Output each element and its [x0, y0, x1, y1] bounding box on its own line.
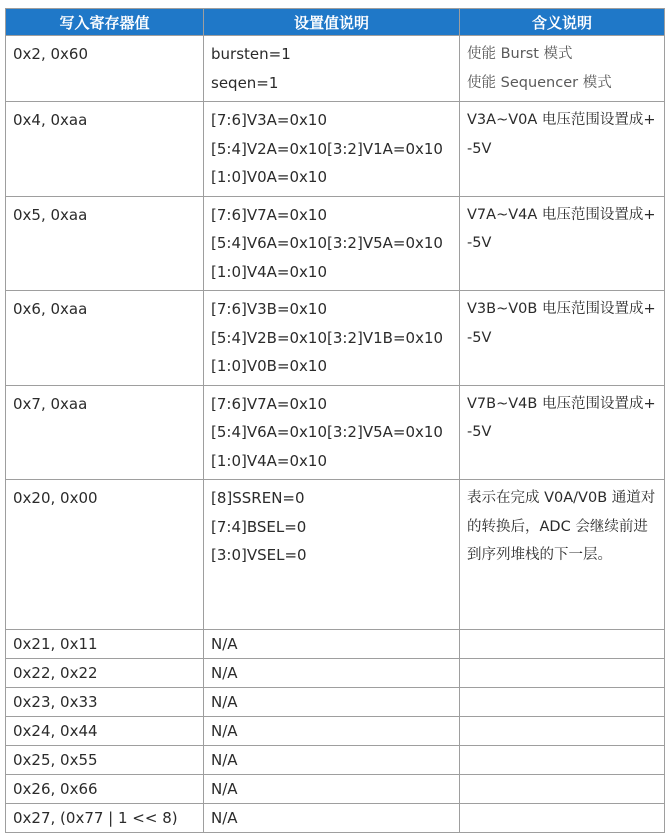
- register-value-cell: 0x22, 0x22: [6, 659, 204, 688]
- setting-description-cell: [204, 688, 460, 717]
- meaning-description-cell: [460, 385, 665, 480]
- register-value-cell: 0x20, 0x00: [6, 480, 204, 630]
- setting-line: N/A: [211, 635, 238, 653]
- setting-description-cell: [204, 36, 460, 102]
- meaning-description-cell: [460, 630, 665, 659]
- meaning-description-cell: [460, 775, 665, 804]
- meaning-line: V7B~V4B 电压范围设置成+-5V: [467, 395, 656, 440]
- meaning-description-cell: [460, 688, 665, 717]
- register-value-cell: 0x26, 0x66: [6, 775, 204, 804]
- register-value-cell: 0x5, 0xaa: [6, 196, 204, 291]
- setting-line: [1:0]V0A=0x10: [211, 168, 327, 186]
- table-row: [6, 688, 665, 717]
- table-row: [6, 630, 665, 659]
- meaning-description-cell: [460, 717, 665, 746]
- meaning-line: 表示在完成 V0A/V0B 通道对的转换后，ADC 会继续前进到序列堆栈的下一层。: [467, 490, 656, 563]
- setting-line: [5:4]V2A=0x10[3:2]V1A=0x10: [211, 139, 443, 158]
- table-row: [6, 804, 665, 833]
- meaning-description-cell: [460, 659, 665, 688]
- setting-line: [7:6]V3A=0x10: [211, 111, 327, 129]
- setting-line: [7:6]V7A=0x10: [211, 394, 327, 413]
- setting-line: [1:0]V4A=0x10: [211, 262, 327, 281]
- setting-description-cell: [204, 480, 460, 630]
- setting-line: N/A: [211, 809, 238, 827]
- setting-line: [5:4]V2B=0x10[3:2]V1B=0x10: [211, 328, 444, 347]
- register-value-cell: 0x24, 0x44: [6, 717, 204, 746]
- setting-description-cell: [204, 196, 460, 291]
- table-row: [6, 480, 665, 630]
- register-value-cell: 0x6, 0xaa: [6, 291, 204, 386]
- setting-line: N/A: [211, 751, 238, 769]
- table-body: [6, 36, 665, 833]
- setting-line: [7:4]BSEL=0: [211, 517, 307, 536]
- meaning-description-cell: [460, 804, 665, 833]
- setting-line: [5:4]V6A=0x10[3:2]V5A=0x10: [211, 234, 443, 252]
- meaning-description-cell: [460, 102, 665, 197]
- header-meaning-description: 含义说明: [460, 9, 665, 36]
- meaning-line: 使能 Sequencer 模式: [467, 74, 612, 91]
- header-register-value: 写入寄存器值: [6, 9, 204, 36]
- header-setting-description: 设置值说明: [204, 9, 460, 36]
- register-table-container: [5, 8, 664, 833]
- table-header-row: [6, 9, 665, 36]
- register-value-cell: 0x25, 0x55: [6, 746, 204, 775]
- setting-line: [8]SSREN=0: [211, 489, 305, 507]
- register-value-cell: 0x2, 0x60: [6, 36, 204, 102]
- table-row: [6, 36, 665, 102]
- setting-description-cell: [204, 102, 460, 197]
- setting-line: N/A: [211, 693, 238, 711]
- table-row: [6, 659, 665, 688]
- setting-description-cell: [204, 659, 460, 688]
- meaning-description-cell: [460, 480, 665, 630]
- setting-line: N/A: [211, 780, 238, 798]
- meaning-line: V3B~V0B 电压范围设置成+-5V: [467, 301, 656, 346]
- setting-description-cell: [204, 717, 460, 746]
- table-row: [6, 717, 665, 746]
- setting-line: N/A: [211, 664, 238, 682]
- table-row: [6, 196, 665, 291]
- register-value-cell: 0x27, (0x77 | 1 << 8): [6, 804, 204, 833]
- register-table: [5, 8, 665, 833]
- table-row: [6, 291, 665, 386]
- meaning-description-cell: [460, 36, 665, 102]
- meaning-description-cell: [460, 291, 665, 386]
- register-value-cell: 0x4, 0xaa: [6, 102, 204, 197]
- setting-description-cell: [204, 775, 460, 804]
- table-row: [6, 102, 665, 197]
- meaning-description-cell: [460, 746, 665, 775]
- meaning-line: 使能 Burst 模式: [467, 46, 573, 62]
- setting-description-cell: [204, 804, 460, 833]
- meaning-line: V3A~V0A 电压范围设置成+-5V: [467, 112, 656, 157]
- setting-description-cell: [204, 291, 460, 386]
- table-row: [6, 385, 665, 480]
- setting-line: bursten=1: [211, 45, 291, 63]
- setting-line: [7:6]V3B=0x10: [211, 300, 328, 318]
- setting-description-cell: [204, 385, 460, 480]
- setting-line: [7:6]V7A=0x10: [211, 205, 327, 224]
- setting-description-cell: [204, 746, 460, 775]
- register-value-cell: 0x23, 0x33: [6, 688, 204, 717]
- table-row: [6, 775, 665, 804]
- setting-line: [3:0]VSEL=0: [211, 546, 307, 564]
- setting-description-cell: [204, 630, 460, 659]
- register-value-cell: 0x7, 0xaa: [6, 385, 204, 480]
- meaning-line: V7A~V4A 电压范围设置成+-5V: [467, 206, 656, 251]
- setting-line: [1:0]V4A=0x10: [211, 451, 327, 470]
- setting-line: [5:4]V6A=0x10[3:2]V5A=0x10: [211, 423, 443, 441]
- setting-line: N/A: [211, 722, 238, 740]
- register-value-cell: 0x21, 0x11: [6, 630, 204, 659]
- setting-line: [1:0]V0B=0x10: [211, 357, 328, 375]
- table-row: [6, 746, 665, 775]
- meaning-description-cell: [460, 196, 665, 291]
- setting-line: seqen=1: [211, 73, 279, 92]
